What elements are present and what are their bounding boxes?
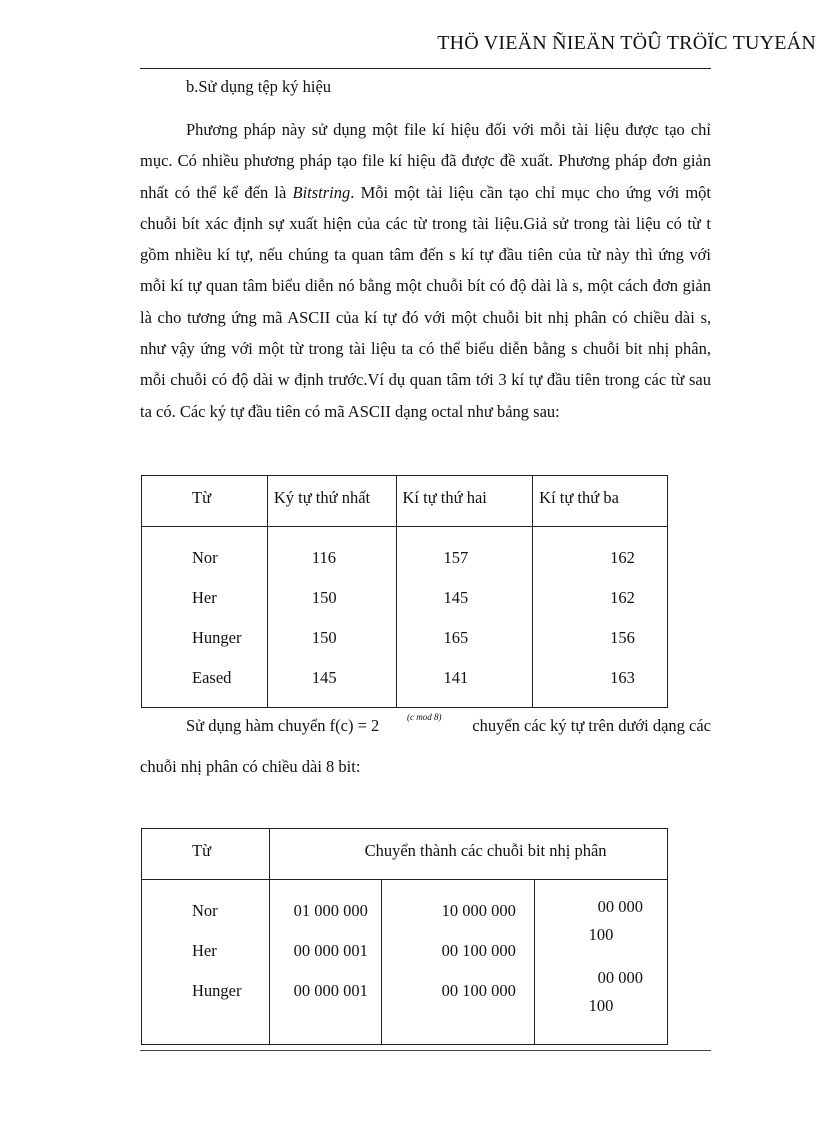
table-cell: 100 [588, 996, 614, 1015]
body-cell [142, 527, 268, 708]
formula-text-after: chuyển các ký tự trên dưới dạng các [472, 716, 711, 735]
formula-line-2: chuỗi nhị phân có chiều dài 8 bit: [140, 757, 361, 776]
header-cell [142, 476, 268, 527]
body-cell [381, 880, 534, 1045]
header-divider [140, 68, 711, 69]
first-char-column [268, 538, 396, 698]
ascii-octal-table [141, 475, 668, 708]
table-cell: 145 [443, 588, 469, 607]
binary-string-table [141, 828, 668, 1045]
body-cell [142, 880, 270, 1045]
table-cell: 00 100 000 [441, 941, 516, 960]
table-body-row [142, 880, 668, 1045]
formula-text-before: Sử dụng hàm chuyển f(c) = 2 [186, 716, 380, 735]
header-cell [396, 476, 533, 527]
binary-column-1 [270, 891, 381, 1011]
body-cell [267, 527, 396, 708]
section-heading: b.Sử dụng tệp ký hiệu [186, 77, 332, 96]
body-cell [269, 880, 381, 1045]
table-body-row [142, 527, 668, 708]
word-column [142, 538, 267, 698]
table-cell: 116 [311, 548, 336, 567]
body-cell [396, 527, 533, 708]
paragraph-emphasis: Bitstring [292, 182, 351, 202]
table-cell: 100 [588, 925, 614, 944]
header-third-char: Kí tự thứ ba [539, 488, 619, 507]
table-cell: 157 [443, 548, 469, 567]
table-cell: 00 000 [597, 897, 644, 916]
paragraph-text-start: Phương pháp này sử dụng một file kí hiệu đối với mỗi tài liệu được tạo chỉ mục. Có nhiều phương pháp tạo file kí hiệu đã được đề xuất. Phương pháp đơn giản nhất có thể kể đến là [140, 120, 711, 202]
table-cell: 156 [610, 628, 635, 647]
table-cell: 00 000 001 [293, 941, 368, 960]
word-column [142, 891, 269, 1011]
page-header-title: THÖ VIEÄN ÑIEÄN TÖÛ TRÖÏC TUYEÁN [437, 32, 816, 54]
table-cell: 163 [610, 668, 635, 687]
table-cell: Hunger [192, 981, 242, 1000]
second-char-column [397, 538, 533, 698]
table-cell: 10 000 000 [441, 901, 516, 920]
table-cell: 162 [610, 548, 635, 567]
header-binary-conversion: Chuyển thành các chuỗi bit nhị phân [364, 841, 607, 860]
table-cell: Eased [192, 668, 232, 687]
formula-paragraph [140, 710, 711, 776]
table-cell: 150 [311, 588, 337, 607]
table-cell: Hunger [192, 628, 242, 647]
table-cell: 162 [610, 588, 635, 607]
header-second-char: Kí tự thứ hai [402, 488, 487, 507]
body-paragraph [140, 114, 711, 427]
table-cell: Nor [192, 548, 218, 567]
table-header-row [142, 476, 668, 527]
table-cell: 00 000 [597, 968, 644, 987]
body-cell [534, 880, 667, 1045]
body-cell [533, 527, 668, 708]
table-cell: 00 000 001 [293, 981, 368, 1000]
formula-exponent: (c mod 8) [407, 712, 442, 722]
header-cell [267, 476, 396, 527]
table-cell: 145 [311, 668, 337, 687]
table-cell: Nor [192, 901, 218, 920]
table-cell: 165 [443, 628, 469, 647]
table-cell: 150 [311, 628, 337, 647]
header-word: Từ [192, 841, 212, 860]
table-cell: Her [192, 941, 217, 960]
table-cell: 141 [443, 668, 469, 687]
header-cell [533, 476, 668, 527]
header-word: Từ [192, 488, 212, 507]
footer-divider [140, 1050, 711, 1051]
third-char-column [533, 538, 667, 698]
header-first-char: Ký tự thứ nhất [273, 488, 371, 507]
header-cell [142, 829, 270, 880]
paragraph-text-end: . Mỗi một tài liệu cần tạo chỉ mục cho ứng với một chuỗi bít xác định sự xuất hiện của các từ trong tài liệu.Giả sử trong tài liệu có từ t gồm nhiều kí tự, nếu chúng ta quan tâm đến s kí tự đầu tiên của từ này thì ứng với mỗi kí tự quan tâm biểu diễn nó bằng một chuỗi bít có độ dài là s, một cách đơn giản là cho tương ứng mã ASCII của kí tự đó với một chuỗi bit nhị phân có chiều dài s, như vậy ứng với một từ trong tài liệu ta có thể biểu diễn bằng s chuỗi bit nhị phân, mỗi chuỗi có độ dài w định trước.Ví dụ quan tâm tới 3 kí tự đầu tiên trong các từ sau ta có. Các ký tự đầu tiên có mã ASCII dạng octal như bảng sau: [140, 182, 711, 421]
table-cell: 00 100 000 [441, 981, 516, 1000]
header-cell-merged [269, 829, 667, 880]
binary-column-2 [382, 891, 534, 1011]
table-cell: Her [192, 588, 217, 607]
table-header-row [142, 829, 668, 880]
table-cell: 01 000 000 [293, 901, 368, 920]
